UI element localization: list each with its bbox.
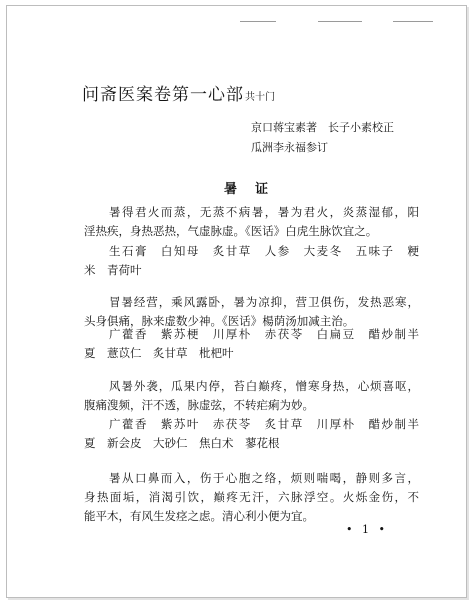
case-prescription: [84, 325, 419, 363]
prescription-line: 夏 新会皮 大砂仁 焦白术 蓼花根: [84, 436, 280, 450]
credit-line: 京口蒋宝素著 长子小素校正: [251, 121, 394, 134]
section-heading: 暑证: [224, 182, 287, 197]
text-line: 暑从口鼻而入，伤于心胞之络，烦则喘喝，静则多言，: [109, 471, 419, 485]
page-number: • 1 •: [346, 523, 385, 536]
text-line: 头身俱痛，脉来虚数少神。《医话》楊荫汤加减主治。: [84, 314, 355, 328]
case-prescription: [84, 415, 419, 453]
chapter-title-main: 问斋医案卷第一心部: [82, 85, 244, 105]
text-line: 风暑外袭，瓜果内停，苔白巅疼，憎寒身热，心烦喜呕，: [109, 379, 419, 393]
credit-line: 瓜洲李永福参订: [251, 141, 328, 154]
text-line: 暑得君火而蒸，无蒸不病暑，暑为君火，炎蒸湿郁，阳: [109, 205, 419, 219]
text-line: 淫热疾，身热恶热，气虚脉虚。《医话》白虎生脉饮宜之。: [84, 224, 378, 238]
prescription-line: 广藿香 紫苏叶 赤茯苓 炙甘草 川厚朴 醋炒制半: [109, 417, 419, 431]
case-narrative: [84, 377, 419, 415]
chapter-title-note: 共十门: [245, 92, 275, 103]
prescription-line: 夏 薏苡仁 炙甘草 枇杷叶: [84, 346, 234, 360]
text-line: 能平木，有风生发痉之虑。清心利小便为宜。: [84, 509, 314, 523]
chapter-title: [82, 80, 275, 105]
text-line: 冒暑经营，乘风露卧，暑为凉抑，营卫俱伤，发热恶寒，: [109, 295, 419, 309]
prescription-line: 广藿香 紫苏梗 川厚朴 赤茯苓 白扁豆 醋炒制半: [109, 327, 419, 341]
header-rule: [393, 21, 433, 22]
document-page: [6, 5, 467, 598]
text-line: 身热面垢，消渴引饮，巅疼无汗，六脉浮空。火烁金伤，不: [84, 490, 419, 504]
case-narrative: [84, 203, 419, 241]
header-rule: [318, 21, 362, 22]
case-narrative: [84, 469, 419, 526]
header-rule: [240, 21, 276, 22]
author-credits: [251, 118, 394, 158]
prescription-line: 生石膏 白知母 炙甘草 人参 大麦冬 五味子 粳: [109, 244, 419, 258]
case-prescription: [84, 242, 419, 280]
text-line: 腹痛溲频，汗不透，脉虚弦，不转疟痢为妙。: [84, 398, 314, 412]
prescription-line: 米 青荷叶: [84, 263, 142, 277]
